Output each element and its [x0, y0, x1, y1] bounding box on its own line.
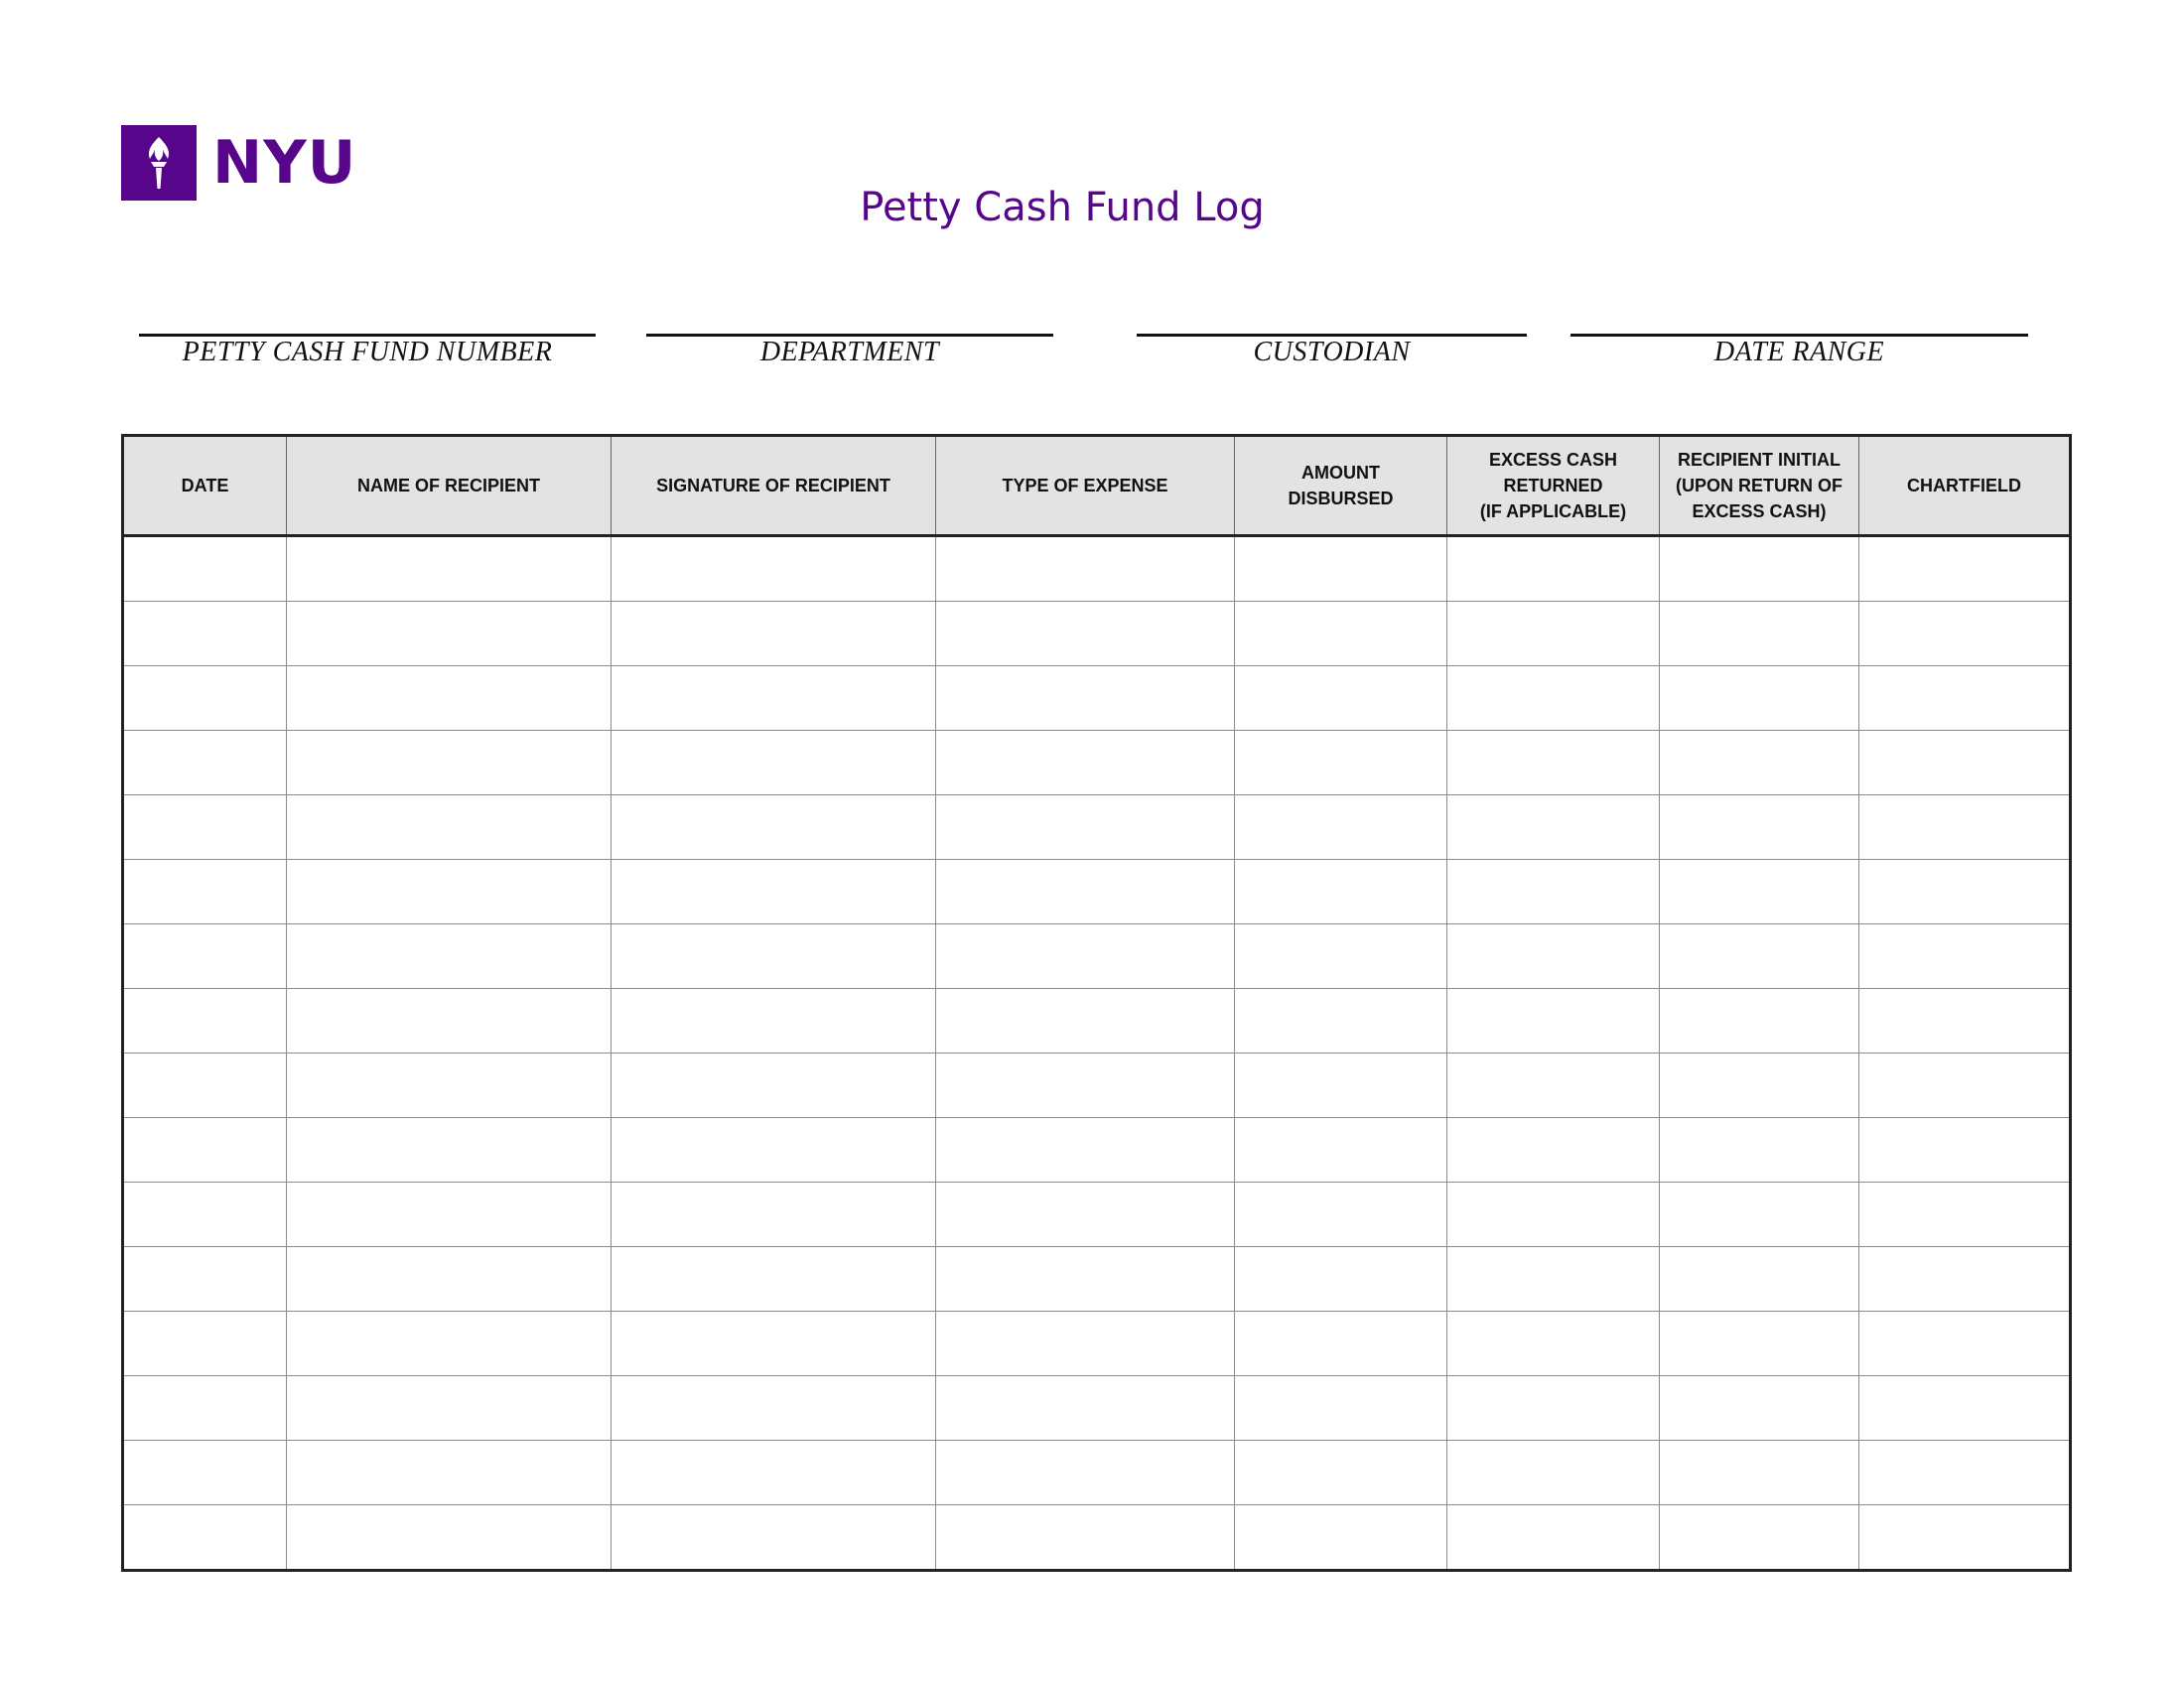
- table-cell[interactable]: [1235, 1376, 1447, 1441]
- table-cell[interactable]: [1447, 1183, 1660, 1247]
- table-cell[interactable]: [612, 1118, 936, 1183]
- table-cell[interactable]: [1660, 795, 1859, 860]
- petty-cash-log-table: [121, 434, 2072, 1572]
- header-chartfield: CHARTFIELD: [1859, 436, 2071, 536]
- table-cell[interactable]: [1859, 1312, 2071, 1376]
- field-custodian[interactable]: [1137, 334, 1527, 368]
- table-cell[interactable]: [287, 1054, 612, 1118]
- table-row: [123, 1505, 2071, 1571]
- table-cell[interactable]: [1660, 731, 1859, 795]
- table-cell[interactable]: [1859, 602, 2071, 666]
- table-cell[interactable]: [612, 536, 936, 602]
- table-cell[interactable]: [1859, 536, 2071, 602]
- table-cell[interactable]: [123, 924, 287, 989]
- table-cell[interactable]: [612, 924, 936, 989]
- table-row: [123, 1054, 2071, 1118]
- header-excess-cash-returned: EXCESS CASH RETURNED (IF APPLICABLE): [1447, 436, 1660, 536]
- table-cell[interactable]: [1859, 1054, 2071, 1118]
- table-cell[interactable]: [1859, 731, 2071, 795]
- table-cell[interactable]: [1235, 1505, 1447, 1571]
- table-row: [123, 536, 2071, 602]
- table-cell[interactable]: [287, 1247, 612, 1312]
- table-cell[interactable]: [1235, 666, 1447, 731]
- table-cell[interactable]: [1235, 1441, 1447, 1505]
- field-date-range[interactable]: [1570, 334, 2028, 368]
- table-cell[interactable]: [612, 989, 936, 1054]
- table-cell[interactable]: [1859, 1441, 2071, 1505]
- table-cell[interactable]: [287, 1441, 612, 1505]
- table-row: [123, 795, 2071, 860]
- table-cell[interactable]: [1660, 860, 1859, 924]
- table-body: [123, 536, 2071, 1571]
- table-row: [123, 924, 2071, 989]
- table-cell[interactable]: [1660, 1118, 1859, 1183]
- table-row: [123, 602, 2071, 666]
- table-cell[interactable]: [936, 989, 1235, 1054]
- table-cell[interactable]: [1235, 924, 1447, 989]
- table-cell[interactable]: [1447, 666, 1660, 731]
- table-cell[interactable]: [1859, 860, 2071, 924]
- field-custodian-label: CUSTODIAN: [1253, 337, 1411, 367]
- table-cell[interactable]: [1447, 731, 1660, 795]
- field-fund-number-label: PETTY CASH FUND NUMBER: [182, 337, 553, 367]
- table-cell[interactable]: [936, 860, 1235, 924]
- table-cell[interactable]: [1660, 1441, 1859, 1505]
- header-amount-disbursed: AMOUNT DISBURSED: [1235, 436, 1447, 536]
- table-cell[interactable]: [1660, 1054, 1859, 1118]
- table-cell[interactable]: [612, 860, 936, 924]
- table-cell[interactable]: [123, 795, 287, 860]
- table-row: [123, 989, 2071, 1054]
- table-cell[interactable]: [1235, 1054, 1447, 1118]
- table-cell[interactable]: [287, 1376, 612, 1441]
- table-cell[interactable]: [1660, 1376, 1859, 1441]
- table-cell[interactable]: [1660, 536, 1859, 602]
- table-cell[interactable]: [1660, 1183, 1859, 1247]
- table-cell[interactable]: [1660, 602, 1859, 666]
- table-cell[interactable]: [936, 666, 1235, 731]
- table-cell[interactable]: [1859, 795, 2071, 860]
- table-cell[interactable]: [1660, 1312, 1859, 1376]
- table-cell[interactable]: [1235, 536, 1447, 602]
- table-cell[interactable]: [287, 1183, 612, 1247]
- table-cell[interactable]: [123, 1312, 287, 1376]
- table-cell[interactable]: [287, 731, 612, 795]
- table-cell[interactable]: [1447, 860, 1660, 924]
- table-cell[interactable]: [1447, 1247, 1660, 1312]
- table-cell[interactable]: [1235, 1247, 1447, 1312]
- field-department[interactable]: [646, 334, 1053, 368]
- table-cell[interactable]: [123, 1505, 287, 1571]
- table-cell[interactable]: [1660, 1505, 1859, 1571]
- table-cell[interactable]: [936, 536, 1235, 602]
- table-row: [123, 666, 2071, 731]
- table-row: [123, 1183, 2071, 1247]
- table-cell[interactable]: [936, 1441, 1235, 1505]
- table-cell[interactable]: [123, 1183, 287, 1247]
- table-cell[interactable]: [287, 924, 612, 989]
- table-cell[interactable]: [936, 602, 1235, 666]
- torch-icon: [137, 133, 181, 193]
- table-cell[interactable]: [123, 1247, 287, 1312]
- table-cell[interactable]: [1859, 1247, 2071, 1312]
- table-cell[interactable]: [936, 1376, 1235, 1441]
- table-cell[interactable]: [1235, 795, 1447, 860]
- field-date-range-label: DATE RANGE: [1713, 337, 1885, 367]
- table-cell[interactable]: [123, 1376, 287, 1441]
- table-cell[interactable]: [936, 731, 1235, 795]
- table-cell[interactable]: [1859, 666, 2071, 731]
- table-cell[interactable]: [612, 1441, 936, 1505]
- table-cell[interactable]: [1859, 1505, 2071, 1571]
- table-cell[interactable]: [123, 602, 287, 666]
- table-cell[interactable]: [612, 1376, 936, 1441]
- table-row: [123, 1376, 2071, 1441]
- table-cell[interactable]: [123, 1441, 287, 1505]
- table-cell[interactable]: [1447, 989, 1660, 1054]
- table-row: [123, 1441, 2071, 1505]
- field-department-label: DEPARTMENT: [759, 337, 940, 367]
- table-cell[interactable]: [1235, 989, 1447, 1054]
- header-type-of-expense: TYPE OF EXPENSE: [936, 436, 1235, 536]
- table-cell[interactable]: [1859, 1183, 2071, 1247]
- table-row: [123, 1118, 2071, 1183]
- table-cell[interactable]: [1447, 1312, 1660, 1376]
- table-cell[interactable]: [287, 989, 612, 1054]
- table-cell[interactable]: [287, 860, 612, 924]
- table-cell[interactable]: [1660, 1247, 1859, 1312]
- table-cell[interactable]: [936, 795, 1235, 860]
- table-cell[interactable]: [123, 860, 287, 924]
- table-cell[interactable]: [123, 989, 287, 1054]
- table-cell[interactable]: [936, 1505, 1235, 1571]
- table-cell[interactable]: [936, 924, 1235, 989]
- table-cell[interactable]: [1235, 1312, 1447, 1376]
- table-cell[interactable]: [1660, 924, 1859, 989]
- table-header-row: [123, 436, 2071, 536]
- table-row: [123, 1247, 2071, 1312]
- table-cell[interactable]: [1447, 1118, 1660, 1183]
- table-cell[interactable]: [612, 1054, 936, 1118]
- table-cell[interactable]: [123, 1054, 287, 1118]
- table-cell[interactable]: [287, 1118, 612, 1183]
- table-cell[interactable]: [287, 536, 612, 602]
- table-cell[interactable]: [1235, 1118, 1447, 1183]
- table-cell[interactable]: [1447, 924, 1660, 989]
- table-cell[interactable]: [1447, 1376, 1660, 1441]
- table-cell[interactable]: [612, 731, 936, 795]
- page-title: Petty Cash Fund Log: [860, 185, 1265, 230]
- table-cell[interactable]: [1447, 536, 1660, 602]
- table-cell[interactable]: [1235, 860, 1447, 924]
- table-cell[interactable]: [1447, 602, 1660, 666]
- table-cell[interactable]: [1235, 602, 1447, 666]
- table-cell[interactable]: [1235, 1183, 1447, 1247]
- table-cell[interactable]: [1447, 1505, 1660, 1571]
- table-cell[interactable]: [287, 1505, 612, 1571]
- field-fund-number[interactable]: [139, 334, 596, 368]
- table-cell[interactable]: [1447, 795, 1660, 860]
- table-row: [123, 1312, 2071, 1376]
- table-cell[interactable]: [1235, 731, 1447, 795]
- header-date: DATE: [123, 436, 287, 536]
- table-cell[interactable]: [612, 795, 936, 860]
- table-cell[interactable]: [287, 795, 612, 860]
- table-cell[interactable]: [1859, 924, 2071, 989]
- table-cell[interactable]: [1447, 1054, 1660, 1118]
- table-cell[interactable]: [1447, 1441, 1660, 1505]
- table-cell[interactable]: [1660, 666, 1859, 731]
- table-cell[interactable]: [123, 731, 287, 795]
- table-cell[interactable]: [936, 1118, 1235, 1183]
- table-cell[interactable]: [612, 1183, 936, 1247]
- table-cell[interactable]: [123, 536, 287, 602]
- table-cell[interactable]: [287, 602, 612, 666]
- table-cell[interactable]: [1660, 989, 1859, 1054]
- table-cell[interactable]: [936, 1247, 1235, 1312]
- table-cell[interactable]: [612, 666, 936, 731]
- table-cell[interactable]: [1859, 1376, 2071, 1441]
- header-recipient-initial: RECIPIENT INITIAL (UPON RETURN OF EXCESS CASH): [1660, 436, 1859, 536]
- table-cell[interactable]: [1859, 989, 2071, 1054]
- table-cell[interactable]: [936, 1312, 1235, 1376]
- table-cell[interactable]: [612, 1312, 936, 1376]
- table-row: [123, 860, 2071, 924]
- table-cell[interactable]: [936, 1054, 1235, 1118]
- table-cell[interactable]: [287, 666, 612, 731]
- table-cell[interactable]: [1859, 1118, 2071, 1183]
- table-cell[interactable]: [123, 1118, 287, 1183]
- table-cell[interactable]: [123, 666, 287, 731]
- table-cell[interactable]: [612, 602, 936, 666]
- table-cell[interactable]: [612, 1505, 936, 1571]
- table-cell[interactable]: [612, 1247, 936, 1312]
- header-signature-of-recipient: SIGNATURE OF RECIPIENT: [612, 436, 936, 536]
- table-cell[interactable]: [936, 1183, 1235, 1247]
- table-row: [123, 731, 2071, 795]
- table-cell[interactable]: [287, 1312, 612, 1376]
- logo-text: NYU: [212, 128, 357, 198]
- header-name-of-recipient: NAME OF RECIPIENT: [287, 436, 612, 536]
